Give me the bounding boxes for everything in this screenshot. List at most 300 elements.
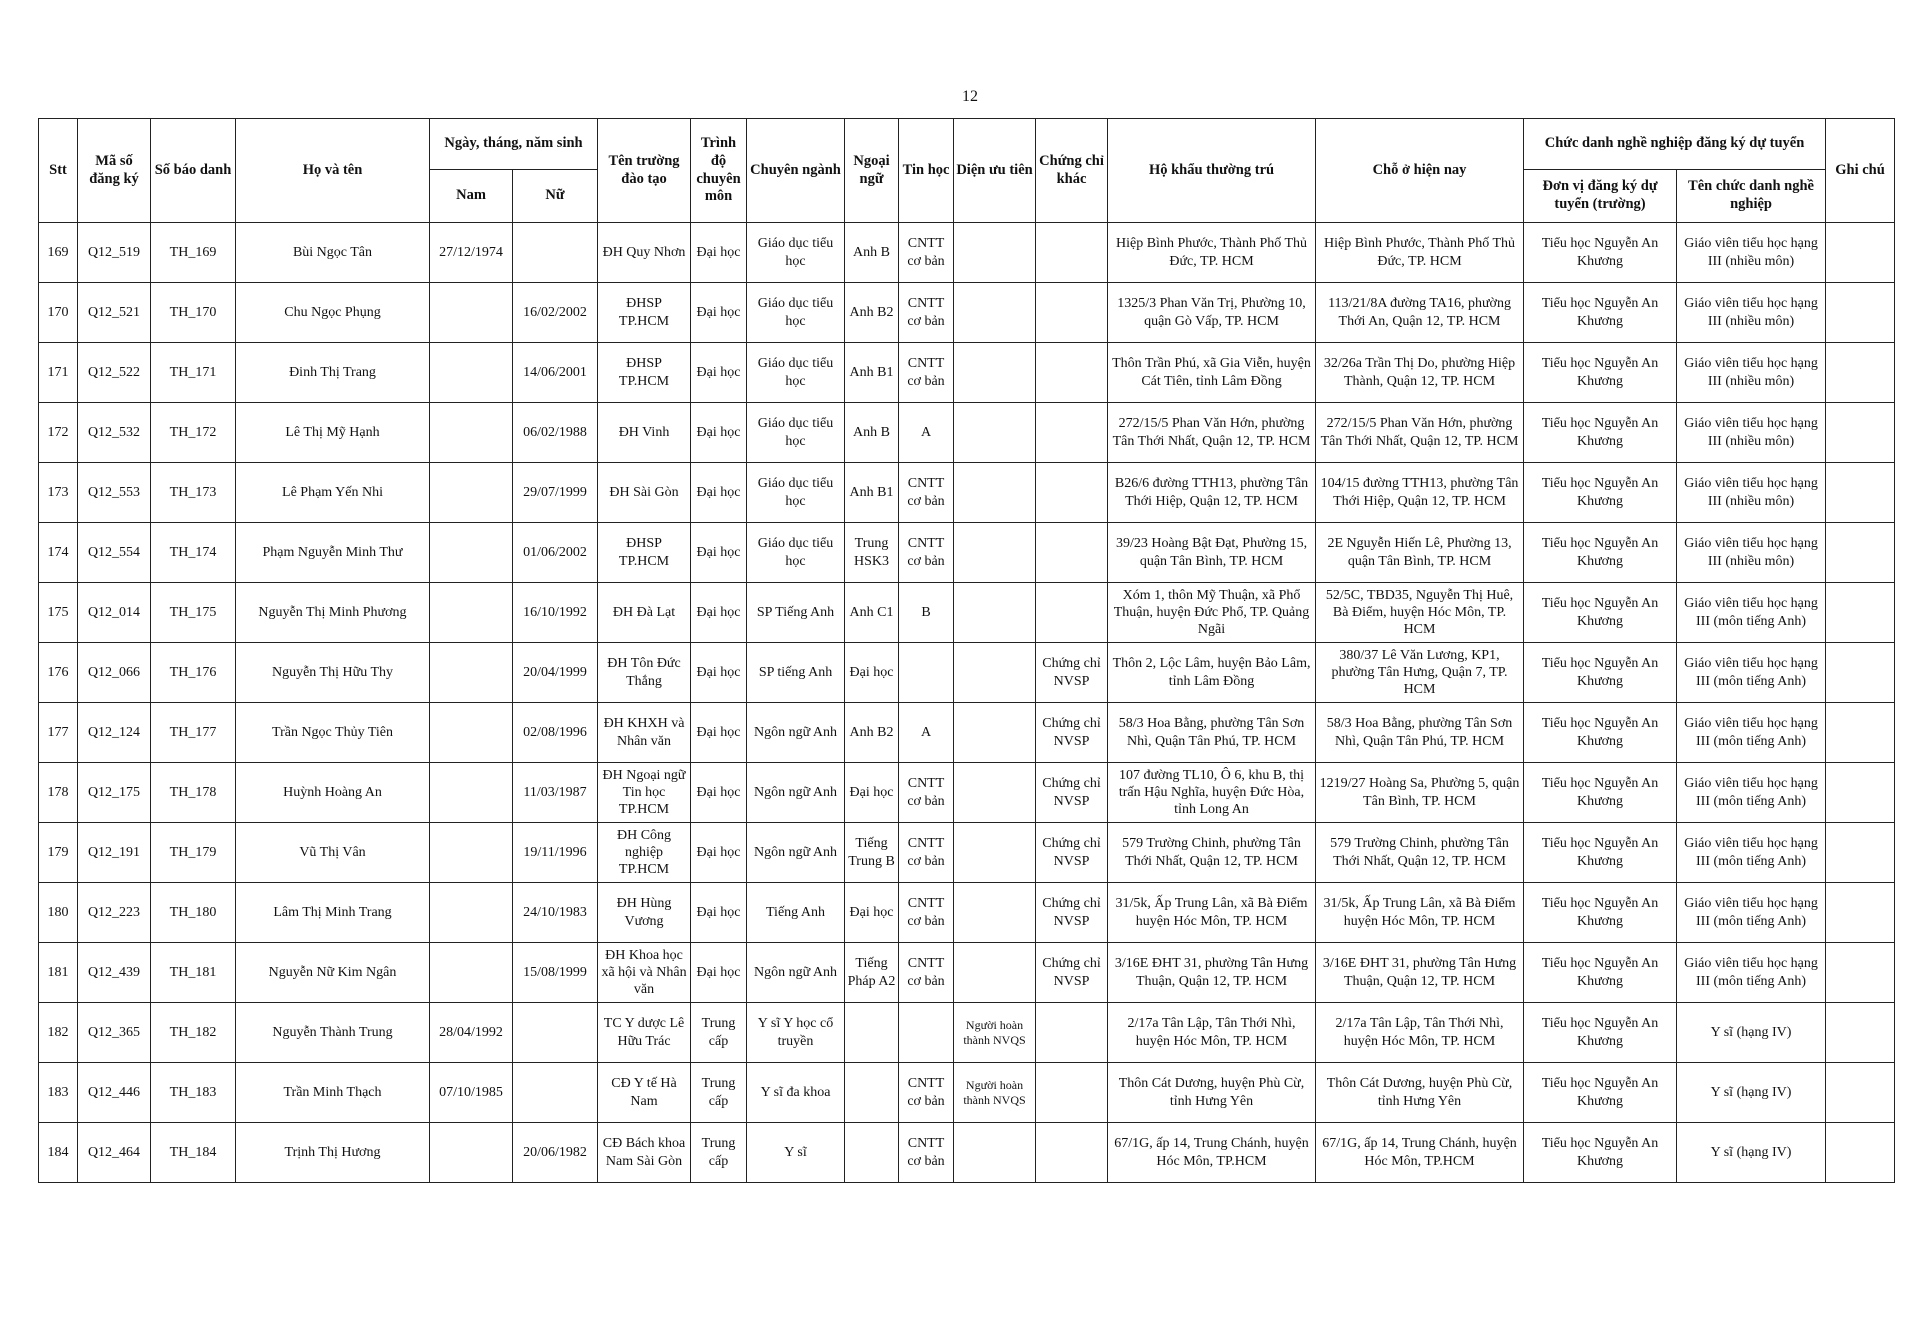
- cell-ma-so: Q12_124: [78, 703, 151, 763]
- cell-ghi-chu: [1826, 823, 1895, 883]
- cell-nam: 27/12/1974: [430, 223, 513, 283]
- page-number: 12: [962, 88, 978, 105]
- table-row: [39, 643, 1895, 703]
- cell-so-bao-danh: TH_170: [151, 283, 236, 343]
- col-stt: Stt: [39, 119, 78, 223]
- cell-ho-khau: 579 Trường Chinh, phường Tân Thới Nhất, Quận 12, TP. HCM: [1108, 823, 1316, 883]
- cell-nu: 20/04/1999: [513, 643, 598, 703]
- cell-trinh-do: Trung cấp: [691, 1003, 747, 1063]
- table-row: [39, 223, 1895, 283]
- cell-ho-khau: 39/23 Hoàng Bật Đạt, Phường 15, quận Tân Bình, TP. HCM: [1108, 523, 1316, 583]
- cell-so-bao-danh: TH_184: [151, 1123, 236, 1183]
- cell-nam: [430, 943, 513, 1003]
- cell-don-vi: Tiểu học Nguyễn An Khương: [1524, 523, 1677, 583]
- cell-ghi-chu: [1826, 763, 1895, 823]
- col-ho-khau: Hộ khẩu thường trú: [1108, 119, 1316, 223]
- cell-ho-ten: Lê Thị Mỹ Hạnh: [236, 403, 430, 463]
- cell-stt: 182: [39, 1003, 78, 1063]
- cell-nam: [430, 343, 513, 403]
- cell-cho-o: 32/26a Trần Thị Do, phường Hiệp Thành, Quận 12, TP. HCM: [1316, 343, 1524, 403]
- cell-dien-uu-tien: [954, 823, 1036, 883]
- cell-so-bao-danh: TH_178: [151, 763, 236, 823]
- col-truong: Tên trường đào tạo: [598, 119, 691, 223]
- cell-stt: 179: [39, 823, 78, 883]
- cell-chuc-danh: Giáo viên tiểu học hạng III (môn tiếng Anh): [1677, 703, 1826, 763]
- table-row: [39, 883, 1895, 943]
- cell-ghi-chu: [1826, 523, 1895, 583]
- cell-ho-khau: 1325/3 Phan Văn Trị, Phường 10, quận Gò Vấp, TP. HCM: [1108, 283, 1316, 343]
- cell-nam: [430, 1123, 513, 1183]
- cell-don-vi: Tiểu học Nguyễn An Khương: [1524, 403, 1677, 463]
- cell-ma-so: Q12_553: [78, 463, 151, 523]
- cell-dien-uu-tien: Người hoàn thành NVQS: [954, 1063, 1036, 1123]
- cell-ho-khau: 272/15/5 Phan Văn Hớn, phường Tân Thới Nhất, Quận 12, TP. HCM: [1108, 403, 1316, 463]
- cell-ma-so: Q12_522: [78, 343, 151, 403]
- cell-nam: [430, 583, 513, 643]
- cell-chuyen-nganh: Giáo dục tiểu học: [747, 283, 845, 343]
- cell-nu: 20/06/1982: [513, 1123, 598, 1183]
- cell-ho-khau: Thôn Cát Dương, huyện Phù Cừ, tỉnh Hưng Yên: [1108, 1063, 1316, 1123]
- col-chung-chi: Chứng chỉ khác: [1036, 119, 1108, 223]
- cell-nu: 24/10/1983: [513, 883, 598, 943]
- cell-chuyen-nganh: Giáo dục tiểu học: [747, 403, 845, 463]
- cell-ho-ten: Phạm Nguyễn Minh Thư: [236, 523, 430, 583]
- cell-chuc-danh: Giáo viên tiểu học hạng III (nhiều môn): [1677, 463, 1826, 523]
- cell-ma-so: Q12_066: [78, 643, 151, 703]
- cell-trinh-do: Đại học: [691, 763, 747, 823]
- cell-trinh-do: Đại học: [691, 583, 747, 643]
- cell-chuc-danh: Giáo viên tiểu học hạng III (môn tiếng Anh): [1677, 583, 1826, 643]
- cell-trinh-do: Đại học: [691, 223, 747, 283]
- cell-ghi-chu: [1826, 463, 1895, 523]
- cell-cho-o: 2E Nguyễn Hiến Lê, Phường 13, quận Tân Bình, TP. HCM: [1316, 523, 1524, 583]
- cell-trinh-do: Đại học: [691, 823, 747, 883]
- cell-don-vi: Tiểu học Nguyễn An Khương: [1524, 703, 1677, 763]
- cell-nam: 07/10/1985: [430, 1063, 513, 1123]
- cell-chung-chi: [1036, 523, 1108, 583]
- cell-ghi-chu: [1826, 343, 1895, 403]
- cell-ngoai-ngu: Đại học: [845, 763, 899, 823]
- cell-chung-chi: Chứng chỉ NVSP: [1036, 763, 1108, 823]
- cell-chuc-danh: Giáo viên tiểu học hạng III (môn tiếng Anh): [1677, 943, 1826, 1003]
- cell-ngoai-ngu: [845, 1003, 899, 1063]
- cell-cho-o: 1219/27 Hoàng Sa, Phường 5, quận Tân Bình, TP. HCM: [1316, 763, 1524, 823]
- cell-dien-uu-tien: [954, 523, 1036, 583]
- cell-ghi-chu: [1826, 403, 1895, 463]
- cell-tin-hoc: CNTT cơ bản: [899, 1123, 954, 1183]
- cell-nu: [513, 223, 598, 283]
- cell-chung-chi: Chứng chỉ NVSP: [1036, 823, 1108, 883]
- cell-ngoai-ngu: Anh B1: [845, 343, 899, 403]
- cell-trinh-do: Trung cấp: [691, 1123, 747, 1183]
- cell-trinh-do: Đại học: [691, 463, 747, 523]
- table-row: [39, 463, 1895, 523]
- cell-stt: 177: [39, 703, 78, 763]
- cell-chuyen-nganh: Y sĩ Y học cổ truyền: [747, 1003, 845, 1063]
- cell-don-vi: Tiểu học Nguyễn An Khương: [1524, 343, 1677, 403]
- cell-ma-so: Q12_554: [78, 523, 151, 583]
- cell-chung-chi: [1036, 283, 1108, 343]
- cell-dien-uu-tien: [954, 763, 1036, 823]
- cell-ghi-chu: [1826, 583, 1895, 643]
- col-tin-hoc: Tin học: [899, 119, 954, 223]
- cell-chung-chi: [1036, 223, 1108, 283]
- cell-chuc-danh: Giáo viên tiểu học hạng III (nhiều môn): [1677, 523, 1826, 583]
- cell-nam: [430, 883, 513, 943]
- cell-chung-chi: [1036, 463, 1108, 523]
- cell-ho-ten: Trịnh Thị Hương: [236, 1123, 430, 1183]
- cell-don-vi: Tiểu học Nguyễn An Khương: [1524, 823, 1677, 883]
- cell-stt: 180: [39, 883, 78, 943]
- table-row: [39, 1123, 1895, 1183]
- cell-chuyen-nganh: Ngôn ngữ Anh: [747, 823, 845, 883]
- table-row: [39, 403, 1895, 463]
- cell-so-bao-danh: TH_176: [151, 643, 236, 703]
- cell-ngoai-ngu: Anh B: [845, 403, 899, 463]
- cell-tin-hoc: [899, 1003, 954, 1063]
- cell-trinh-do: Đại học: [691, 523, 747, 583]
- table-row: [39, 703, 1895, 763]
- cell-ngoai-ngu: Anh B2: [845, 703, 899, 763]
- cell-ngoai-ngu: Trung HSK3: [845, 523, 899, 583]
- cell-ma-so: Q12_439: [78, 943, 151, 1003]
- cell-ngoai-ngu: [845, 1063, 899, 1123]
- cell-ma-so: Q12_519: [78, 223, 151, 283]
- cell-ho-khau: Thôn Trần Phú, xã Gia Viễn, huyện Cát Tiên, tỉnh Lâm Đồng: [1108, 343, 1316, 403]
- cell-truong: ĐH Ngoại ngữ Tin học TP.HCM: [598, 763, 691, 823]
- cell-stt: 169: [39, 223, 78, 283]
- cell-truong: ĐH KHXH và Nhân văn: [598, 703, 691, 763]
- cell-chuyen-nganh: Y sĩ: [747, 1123, 845, 1183]
- cell-ghi-chu: [1826, 643, 1895, 703]
- cell-ho-ten: Trần Minh Thạch: [236, 1063, 430, 1123]
- cell-so-bao-danh: TH_169: [151, 223, 236, 283]
- cell-stt: 172: [39, 403, 78, 463]
- cell-don-vi: Tiểu học Nguyễn An Khương: [1524, 883, 1677, 943]
- cell-don-vi: Tiểu học Nguyễn An Khương: [1524, 283, 1677, 343]
- cell-chung-chi: [1036, 1003, 1108, 1063]
- cell-chuc-danh: Giáo viên tiểu học hạng III (nhiều môn): [1677, 403, 1826, 463]
- cell-don-vi: Tiểu học Nguyễn An Khương: [1524, 1063, 1677, 1123]
- cell-dien-uu-tien: [954, 703, 1036, 763]
- cell-dien-uu-tien: [954, 283, 1036, 343]
- cell-ghi-chu: [1826, 1123, 1895, 1183]
- cell-ghi-chu: [1826, 703, 1895, 763]
- cell-truong: ĐHSP TP.HCM: [598, 283, 691, 343]
- cell-ghi-chu: [1826, 283, 1895, 343]
- cell-chuc-danh: Y sĩ (hạng IV): [1677, 1063, 1826, 1123]
- cell-tin-hoc: CNTT cơ bản: [899, 763, 954, 823]
- cell-cho-o: 58/3 Hoa Bằng, phường Tân Sơn Nhì, Quận Tân Phú, TP. HCM: [1316, 703, 1524, 763]
- cell-ho-khau: Hiệp Bình Phước, Thành Phố Thủ Đức, TP. HCM: [1108, 223, 1316, 283]
- table-row: [39, 283, 1895, 343]
- cell-chung-chi: [1036, 583, 1108, 643]
- cell-nu: [513, 1063, 598, 1123]
- table-body: [39, 223, 1895, 1183]
- cell-so-bao-danh: TH_180: [151, 883, 236, 943]
- cell-nam: [430, 463, 513, 523]
- col-chuyen-nganh: Chuyên ngành: [747, 119, 845, 223]
- cell-ghi-chu: [1826, 883, 1895, 943]
- cell-stt: 175: [39, 583, 78, 643]
- col-ten-chuc-danh: Tên chức danh nghề nghiệp: [1677, 170, 1826, 223]
- cell-ho-ten: Nguyễn Thị Hữu Thy: [236, 643, 430, 703]
- table-row: [39, 1003, 1895, 1063]
- cell-truong: ĐH Khoa học xã hội và Nhân văn: [598, 943, 691, 1003]
- cell-ngoai-ngu: [845, 1123, 899, 1183]
- cell-nam: [430, 643, 513, 703]
- cell-truong: ĐH Sài Gòn: [598, 463, 691, 523]
- cell-don-vi: Tiểu học Nguyễn An Khương: [1524, 1003, 1677, 1063]
- cell-truong: ĐH Hùng Vương: [598, 883, 691, 943]
- table-row: [39, 943, 1895, 1003]
- cell-chuc-danh: Giáo viên tiểu học hạng III (môn tiếng Anh): [1677, 823, 1826, 883]
- cell-truong: ĐH Tôn Đức Thắng: [598, 643, 691, 703]
- cell-dien-uu-tien: [954, 403, 1036, 463]
- cell-ho-khau: 3/16E ĐHT 31, phường Tân Hưng Thuận, Quận 12, TP. HCM: [1108, 943, 1316, 1003]
- cell-cho-o: 31/5k, Ấp Trung Lân, xã Bà Điểm huyện Hóc Môn, TP. HCM: [1316, 883, 1524, 943]
- cell-truong: TC Y dược Lê Hữu Trác: [598, 1003, 691, 1063]
- cell-chung-chi: [1036, 1123, 1108, 1183]
- cell-truong: ĐH Đà Lạt: [598, 583, 691, 643]
- cell-cho-o: 67/1G, ấp 14, Trung Chánh, huyện Hóc Môn, TP.HCM: [1316, 1123, 1524, 1183]
- cell-cho-o: 52/5C, TBD35, Nguyễn Thị Huê, Bà Điểm, huyện Hóc Môn, TP. HCM: [1316, 583, 1524, 643]
- cell-chuyen-nganh: SP tiếng Anh: [747, 643, 845, 703]
- cell-don-vi: Tiểu học Nguyễn An Khương: [1524, 943, 1677, 1003]
- cell-chuyen-nganh: Ngôn ngữ Anh: [747, 943, 845, 1003]
- cell-nu: 14/06/2001: [513, 343, 598, 403]
- cell-nam: 28/04/1992: [430, 1003, 513, 1063]
- cell-tin-hoc: CNTT cơ bản: [899, 823, 954, 883]
- table-row: [39, 523, 1895, 583]
- table-row: [39, 583, 1895, 643]
- cell-chuyen-nganh: Giáo dục tiểu học: [747, 343, 845, 403]
- col-trinh-do: Trình độ chuyên môn: [691, 119, 747, 223]
- cell-so-bao-danh: TH_183: [151, 1063, 236, 1123]
- cell-tin-hoc: CNTT cơ bản: [899, 343, 954, 403]
- col-don-vi: Đơn vị đăng ký dự tuyển (trường): [1524, 170, 1677, 223]
- cell-ho-ten: Nguyễn Thị Minh Phương: [236, 583, 430, 643]
- cell-nu: 16/02/2002: [513, 283, 598, 343]
- cell-nam: [430, 403, 513, 463]
- cell-chung-chi: [1036, 1063, 1108, 1123]
- cell-chung-chi: Chứng chỉ NVSP: [1036, 643, 1108, 703]
- cell-chuc-danh: Giáo viên tiểu học hạng III (nhiều môn): [1677, 223, 1826, 283]
- cell-truong: CĐ Bách khoa Nam Sài Gòn: [598, 1123, 691, 1183]
- cell-ho-ten: Lâm Thị Minh Trang: [236, 883, 430, 943]
- cell-ma-so: Q12_521: [78, 283, 151, 343]
- cell-cho-o: 113/21/8A đường TA16, phường Thới An, Quận 12, TP. HCM: [1316, 283, 1524, 343]
- cell-ma-so: Q12_191: [78, 823, 151, 883]
- cell-stt: 171: [39, 343, 78, 403]
- cell-ho-ten: Nguyễn Nữ Kim Ngân: [236, 943, 430, 1003]
- col-ngoai-ngu: Ngoại ngữ: [845, 119, 899, 223]
- cell-chuc-danh: Giáo viên tiểu học hạng III (nhiều môn): [1677, 283, 1826, 343]
- cell-so-bao-danh: TH_172: [151, 403, 236, 463]
- cell-chuyen-nganh: Giáo dục tiểu học: [747, 223, 845, 283]
- cell-cho-o: 272/15/5 Phan Văn Hớn, phường Tân Thới Nhất, Quận 12, TP. HCM: [1316, 403, 1524, 463]
- col-so-bao-danh: Số báo danh: [151, 119, 236, 223]
- cell-chuc-danh: Giáo viên tiểu học hạng III (môn tiếng Anh): [1677, 883, 1826, 943]
- cell-ghi-chu: [1826, 943, 1895, 1003]
- cell-tin-hoc: B: [899, 583, 954, 643]
- cell-ghi-chu: [1826, 223, 1895, 283]
- cell-tin-hoc: A: [899, 703, 954, 763]
- cell-truong: ĐH Quy Nhơn: [598, 223, 691, 283]
- cell-dien-uu-tien: [954, 463, 1036, 523]
- cell-ngoai-ngu: Tiếng Pháp A2: [845, 943, 899, 1003]
- cell-tin-hoc: CNTT cơ bản: [899, 283, 954, 343]
- cell-ho-khau: B26/6 đường TTH13, phường Tân Thới Hiệp, Quận 12, TP. HCM: [1108, 463, 1316, 523]
- cell-ma-so: Q12_464: [78, 1123, 151, 1183]
- cell-tin-hoc: [899, 643, 954, 703]
- cell-tin-hoc: A: [899, 403, 954, 463]
- col-cho-o: Chỗ ở hiện nay: [1316, 119, 1524, 223]
- cell-dien-uu-tien: [954, 343, 1036, 403]
- cell-ngoai-ngu: Đại học: [845, 643, 899, 703]
- col-dien-uu-tien: Diện ưu tiên: [954, 119, 1036, 223]
- cell-so-bao-danh: TH_182: [151, 1003, 236, 1063]
- table-header: [39, 119, 1895, 223]
- cell-nam: [430, 763, 513, 823]
- cell-ho-khau: 107 đường TL10, Ô 6, khu B, thị trấn Hậu Nghĩa, huyện Đức Hòa, tỉnh Long An: [1108, 763, 1316, 823]
- cell-chuyen-nganh: Y sĩ đa khoa: [747, 1063, 845, 1123]
- cell-ho-khau: 31/5k, Ấp Trung Lân, xã Bà Điểm huyện Hóc Môn, TP. HCM: [1108, 883, 1316, 943]
- cell-ngoai-ngu: Anh C1: [845, 583, 899, 643]
- cell-dien-uu-tien: [954, 643, 1036, 703]
- col-ho-ten: Họ và tên: [236, 119, 430, 223]
- cell-chuyen-nganh: Ngôn ngữ Anh: [747, 763, 845, 823]
- cell-stt: 178: [39, 763, 78, 823]
- cell-ho-khau: 2/17a Tân Lập, Tân Thới Nhì, huyện Hóc Môn, TP. HCM: [1108, 1003, 1316, 1063]
- cell-chuc-danh: Giáo viên tiểu học hạng III (nhiều môn): [1677, 343, 1826, 403]
- cell-ho-khau: 58/3 Hoa Bằng, phường Tân Sơn Nhì, Quận Tân Phú, TP. HCM: [1108, 703, 1316, 763]
- cell-trinh-do: Đại học: [691, 883, 747, 943]
- cell-dien-uu-tien: [954, 1123, 1036, 1183]
- cell-chuyen-nganh: Tiếng Anh: [747, 883, 845, 943]
- cell-ho-ten: Trần Ngọc Thủy Tiên: [236, 703, 430, 763]
- cell-tin-hoc: CNTT cơ bản: [899, 523, 954, 583]
- cell-ma-so: Q12_532: [78, 403, 151, 463]
- cell-cho-o: 579 Trường Chinh, phường Tân Thới Nhất, Quận 12, TP. HCM: [1316, 823, 1524, 883]
- cell-stt: 170: [39, 283, 78, 343]
- cell-stt: 183: [39, 1063, 78, 1123]
- cell-stt: 174: [39, 523, 78, 583]
- cell-truong: ĐHSP TP.HCM: [598, 523, 691, 583]
- cell-ngoai-ngu: Anh B1: [845, 463, 899, 523]
- cell-nam: [430, 703, 513, 763]
- cell-nu: [513, 1003, 598, 1063]
- cell-nu: 02/08/1996: [513, 703, 598, 763]
- cell-ho-khau: 67/1G, ấp 14, Trung Chánh, huyện Hóc Môn, TP.HCM: [1108, 1123, 1316, 1183]
- col-ma-so: Mã số đăng ký: [78, 119, 151, 223]
- cell-don-vi: Tiểu học Nguyễn An Khương: [1524, 583, 1677, 643]
- cell-trinh-do: Đại học: [691, 943, 747, 1003]
- cell-cho-o: 104/15 đường TTH13, phường Tân Thới Hiệp, Quận 12, TP. HCM: [1316, 463, 1524, 523]
- cell-trinh-do: Đại học: [691, 283, 747, 343]
- col-nam: Nam: [430, 170, 513, 223]
- col-ghi-chu: Ghi chú: [1826, 119, 1895, 223]
- cell-truong: ĐH Công nghiệp TP.HCM: [598, 823, 691, 883]
- cell-nu: 01/06/2002: [513, 523, 598, 583]
- cell-tin-hoc: CNTT cơ bản: [899, 943, 954, 1003]
- cell-ngoai-ngu: Tiếng Trung B: [845, 823, 899, 883]
- cell-cho-o: 380/37 Lê Văn Lương, KP1, phường Tân Hưng, Quận 7, TP. HCM: [1316, 643, 1524, 703]
- cell-so-bao-danh: TH_177: [151, 703, 236, 763]
- cell-cho-o: Hiệp Bình Phước, Thành Phố Thủ Đức, TP. HCM: [1316, 223, 1524, 283]
- cell-trinh-do: Đại học: [691, 703, 747, 763]
- cell-ho-khau: Xóm 1, thôn Mỹ Thuận, xã Phổ Thuận, huyện Đức Phổ, TP. Quảng Ngãi: [1108, 583, 1316, 643]
- cell-ma-so: Q12_365: [78, 1003, 151, 1063]
- cell-nu: 19/11/1996: [513, 823, 598, 883]
- cell-chuc-danh: Giáo viên tiểu học hạng III (môn tiếng Anh): [1677, 763, 1826, 823]
- cell-tin-hoc: CNTT cơ bản: [899, 223, 954, 283]
- cell-chuyen-nganh: Giáo dục tiểu học: [747, 463, 845, 523]
- cell-nam: [430, 523, 513, 583]
- cell-stt: 184: [39, 1123, 78, 1183]
- cell-ngoai-ngu: Anh B: [845, 223, 899, 283]
- cell-truong: ĐHSP TP.HCM: [598, 343, 691, 403]
- cell-tin-hoc: CNTT cơ bản: [899, 883, 954, 943]
- table-row: [39, 343, 1895, 403]
- cell-trinh-do: Đại học: [691, 343, 747, 403]
- col-nu: Nữ: [513, 170, 598, 223]
- table-row: [39, 1063, 1895, 1123]
- cell-ngoai-ngu: Đại học: [845, 883, 899, 943]
- cell-ma-so: Q12_223: [78, 883, 151, 943]
- table-row: [39, 763, 1895, 823]
- cell-dien-uu-tien: [954, 223, 1036, 283]
- cell-trinh-do: Đại học: [691, 643, 747, 703]
- cell-so-bao-danh: TH_173: [151, 463, 236, 523]
- cell-don-vi: Tiểu học Nguyễn An Khương: [1524, 643, 1677, 703]
- cell-stt: 176: [39, 643, 78, 703]
- col-ngay-sinh: Ngày, tháng, năm sinh: [430, 119, 598, 170]
- cell-ghi-chu: [1826, 1003, 1895, 1063]
- cell-ho-khau: Thôn 2, Lộc Lâm, huyện Bảo Lâm, tỉnh Lâm Đồng: [1108, 643, 1316, 703]
- col-chuc-danh: Chức danh nghề nghiệp đăng ký dự tuyển: [1524, 119, 1826, 170]
- cell-chuc-danh: Giáo viên tiểu học hạng III (môn tiếng Anh): [1677, 643, 1826, 703]
- cell-chung-chi: [1036, 403, 1108, 463]
- cell-ho-ten: Chu Ngọc Phụng: [236, 283, 430, 343]
- cell-so-bao-danh: TH_171: [151, 343, 236, 403]
- cell-cho-o: 2/17a Tân Lập, Tân Thới Nhì, huyện Hóc Môn, TP. HCM: [1316, 1003, 1524, 1063]
- cell-cho-o: 3/16E ĐHT 31, phường Tân Hưng Thuận, Quận 12, TP. HCM: [1316, 943, 1524, 1003]
- cell-nu: 16/10/1992: [513, 583, 598, 643]
- cell-so-bao-danh: TH_175: [151, 583, 236, 643]
- cell-nu: 11/03/1987: [513, 763, 598, 823]
- candidate-table: [38, 118, 1895, 1183]
- table-row: [39, 823, 1895, 883]
- cell-chung-chi: [1036, 343, 1108, 403]
- cell-trinh-do: Đại học: [691, 403, 747, 463]
- cell-chuyen-nganh: Giáo dục tiểu học: [747, 523, 845, 583]
- cell-chuc-danh: Y sĩ (hạng IV): [1677, 1003, 1826, 1063]
- cell-chuc-danh: Y sĩ (hạng IV): [1677, 1123, 1826, 1183]
- cell-don-vi: Tiểu học Nguyễn An Khương: [1524, 463, 1677, 523]
- cell-tin-hoc: CNTT cơ bản: [899, 1063, 954, 1123]
- cell-ghi-chu: [1826, 1063, 1895, 1123]
- cell-chuyen-nganh: Ngôn ngữ Anh: [747, 703, 845, 763]
- cell-don-vi: Tiểu học Nguyễn An Khương: [1524, 223, 1677, 283]
- cell-truong: CĐ Y tế Hà Nam: [598, 1063, 691, 1123]
- cell-tin-hoc: CNTT cơ bản: [899, 463, 954, 523]
- cell-so-bao-danh: TH_179: [151, 823, 236, 883]
- cell-chung-chi: Chứng chỉ NVSP: [1036, 943, 1108, 1003]
- cell-nu: 15/08/1999: [513, 943, 598, 1003]
- cell-ho-ten: Nguyễn Thành Trung: [236, 1003, 430, 1063]
- cell-chung-chi: Chứng chỉ NVSP: [1036, 883, 1108, 943]
